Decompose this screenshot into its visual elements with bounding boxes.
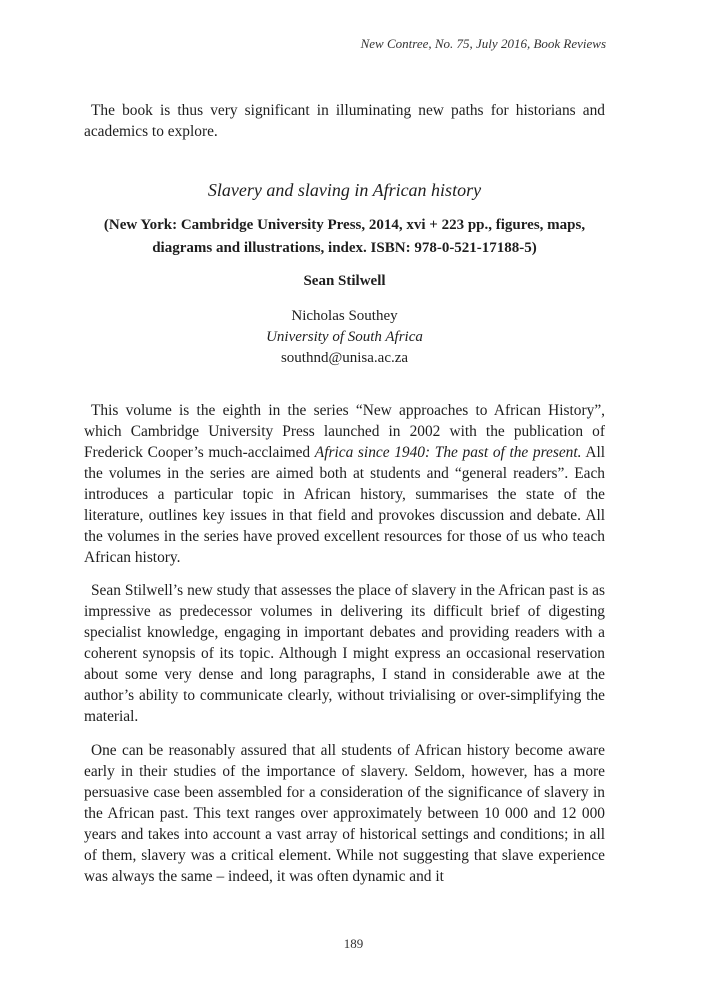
paragraph-3: One can be reasonably assured that all students of African history become aware early in their studies of the importance of slavery. Seldom, however, has a more persuasive case been assembled for a consideration of the significance of slavery in the African past. This text ranges over approximately between 10 000 and 12 000 years and takes into account a vast array of historical settings and conditions; in all of them, slavery was a critical element. While not suggesting that slave experience was always the same – indeed, it was often dynamic and it — [84, 742, 605, 885]
page-number: 189 — [343, 936, 364, 951]
paragraph-2: Sean Stilwell’s new study that assesses the place of slavery in the African past is as impressive as predecessor volumes in delivering its difficult brief of digesting specialist knowledge, engaging in important debates and providing readers with a coherent synopsis of its topic. Although I might express an occasional reservation about some very dense and long paragraphs, I stand in considerable awe at the author’s ability to communicate clearly, without trivialising or over-simplifying the material. — [84, 582, 605, 725]
reviewer-institution: University of South Africa — [266, 329, 423, 345]
intro-paragraph: The book is thus very significant in illuminating new paths for historians and academics to explore. — [84, 102, 605, 140]
reviewer-email: southnd@unisa.ac.za — [280, 350, 409, 366]
paragraph-1-text-b: All the volumes in the series are aimed both at students and “general readers”. Each introduces a particular topic in African history, summarises the state of the literature, outlines key issues in that field and provokes discussion and debate. All the volumes in the series have proved excellent resources for those of us who teach African history. — [84, 444, 605, 566]
book-title-reference: Africa since 1940: The past of the present. — [314, 444, 582, 461]
review-title: Slavery and slaving in African history — [207, 180, 482, 200]
book-author: Sean Stilwell — [303, 273, 386, 289]
publication-details: (New York: Cambridge University Press, 2014, xvi + 223 pp., figures, maps, diagrams and illustrations, index. ISBN: 978-0-521-17188-5) — [103, 217, 586, 256]
paragraph-1 — [84, 400, 605, 568]
reviewer-name: Nicholas Southey — [291, 308, 398, 324]
paragraph-1-text-a: This volume is the eighth in the series “New approaches to African History”, which Cambridge University Press launched in 2002 with the publication of Frederick Cooper’s much-acclaimed — [84, 402, 605, 461]
reviewer-block — [84, 306, 605, 369]
running-head: New Contree, No. 75, July 2016, Book Reviews — [360, 36, 606, 51]
